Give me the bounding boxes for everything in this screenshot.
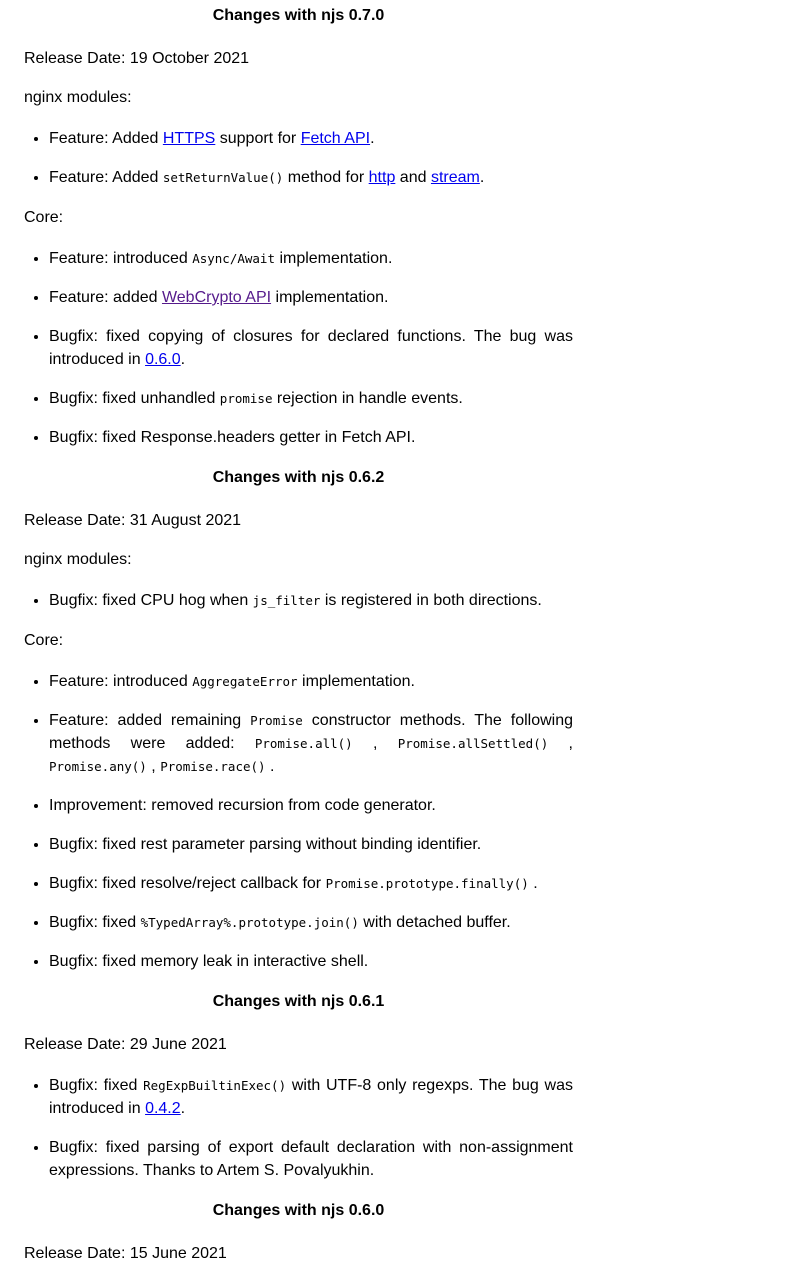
code-snippet: Promise.prototype.finally() <box>325 876 529 891</box>
section-0-6-0 <box>24 1201 573 1264</box>
code-snippet: Promise.race() <box>160 759 266 774</box>
list-item <box>49 709 573 778</box>
link-version-0-6-0[interactable]: 0.6.0 <box>145 351 181 368</box>
text-fragment: Feature: added remaining <box>49 712 251 729</box>
change-list <box>24 589 573 612</box>
code-snippet: RegExpBuiltinExec() <box>143 1078 287 1093</box>
list-item <box>49 911 573 934</box>
link-fetch-api[interactable]: Fetch API <box>300 130 371 147</box>
release-date: Release Date: 31 August 2021 <box>24 512 242 529</box>
text-fragment: . <box>479 169 485 186</box>
link-version-0-4-2[interactable]: 0.4.2 <box>145 1100 181 1117</box>
text-fragment: implementation. <box>271 289 389 306</box>
changelog <box>24 0 573 1283</box>
text-fragment: implementation. <box>297 673 415 690</box>
code-snippet: Async/Await <box>192 251 275 266</box>
text-fragment: Bugfix: fixed parsing of export default declaration with non-assignment expressions. Thanks to Artem S. Povalyukhin. <box>49 1139 573 1179</box>
text-fragment: with detached buffer. <box>358 914 511 931</box>
text-fragment: Bugfix: fixed <box>49 914 141 931</box>
list-item <box>49 325 573 371</box>
code-snippet: setReturnValue() <box>162 170 284 185</box>
group-label: Core: <box>24 632 64 649</box>
text-fragment: method for <box>283 169 369 186</box>
section-title: Changes with njs 0.6.1 <box>212 993 385 1010</box>
text-fragment: Bugfix: fixed rest parameter parsing without binding identifier. <box>49 836 482 853</box>
list-item <box>49 589 573 612</box>
text-fragment: rejection in handle events. <box>272 390 463 407</box>
text-fragment: implementation. <box>275 250 393 267</box>
text-fragment: Feature: added <box>49 289 162 306</box>
list-item <box>49 426 573 449</box>
group-label: nginx modules: <box>24 89 132 106</box>
link-http[interactable]: http <box>368 169 396 186</box>
list-item <box>49 1136 573 1182</box>
text-fragment: Feature: introduced <box>49 673 193 690</box>
link-webcrypto-api[interactable]: WebCrypto API <box>161 289 272 306</box>
text-fragment: , <box>352 735 398 752</box>
text-fragment: with UTF-8 only regexps. The bug was introduced in <box>49 1077 573 1117</box>
code-snippet: js_filter <box>252 593 321 608</box>
text-fragment: Bugfix: fixed CPU hog when <box>49 592 253 609</box>
release-date: Release Date: 19 October 2021 <box>24 50 250 67</box>
text-fragment: constructor methods. The following methods were added: <box>49 712 574 752</box>
text-fragment: Bugfix: fixed resolve/reject callback for <box>49 875 326 892</box>
list-item <box>49 127 573 150</box>
group-label: nginx modules: <box>24 551 132 568</box>
list-item <box>49 166 573 189</box>
text-fragment: . <box>265 758 275 775</box>
text-fragment: Feature: Added <box>49 130 163 147</box>
link-stream[interactable]: stream <box>430 169 480 186</box>
code-snippet: AggregateError <box>192 674 298 689</box>
list-item <box>49 794 573 817</box>
code-snippet: Promise.all() <box>254 736 353 751</box>
text-fragment: , <box>146 758 161 775</box>
list-item <box>49 387 573 410</box>
list-item <box>49 950 573 973</box>
section-title: Changes with njs 0.6.2 <box>212 469 385 486</box>
code-snippet: Promise.allSettled() <box>397 736 549 751</box>
list-item <box>49 1074 573 1120</box>
text-fragment: and <box>395 169 431 186</box>
list-item <box>49 872 573 895</box>
section-title: Changes with njs 0.7.0 <box>212 7 385 24</box>
section-0-7-0 <box>24 6 573 449</box>
code-snippet: %TypedArray%.prototype.join() <box>140 915 359 930</box>
list-item <box>49 670 573 693</box>
change-list <box>24 127 573 189</box>
section-0-6-1 <box>24 992 573 1182</box>
release-date: Release Date: 29 June 2021 <box>24 1036 227 1053</box>
text-fragment: support for <box>215 130 301 147</box>
text-fragment: is registered in both directions. <box>320 592 542 609</box>
code-snippet: Promise <box>250 713 303 728</box>
text-fragment: Bugfix: fixed unhandled <box>49 390 220 407</box>
text-fragment: Bugfix: fixed memory leak in interactive shell. <box>49 953 369 970</box>
section-title: Changes with njs 0.6.0 <box>212 1202 385 1219</box>
text-fragment: Improvement: removed recursion from code generator. <box>49 797 436 814</box>
code-snippet: Promise.any() <box>49 759 147 774</box>
change-list <box>24 1074 573 1182</box>
text-fragment: Bugfix: fixed copying of closures for declared functions. The bug was introduced in <box>49 328 573 368</box>
text-fragment: . <box>528 875 538 892</box>
text-fragment: Feature: Added <box>49 169 163 186</box>
text-fragment: . <box>180 351 186 368</box>
code-snippet: promise <box>219 391 273 406</box>
list-item <box>49 286 573 309</box>
text-fragment: Feature: introduced <box>49 250 193 267</box>
change-list <box>24 670 573 973</box>
text-fragment: Bugfix: fixed <box>49 1077 144 1094</box>
list-item <box>49 833 573 856</box>
group-label: Core: <box>24 209 64 226</box>
list-item <box>49 247 573 270</box>
text-fragment: , <box>548 735 573 752</box>
section-0-6-2 <box>24 468 573 973</box>
text-fragment: . <box>180 1100 186 1117</box>
link-https[interactable]: HTTPS <box>162 130 216 147</box>
text-fragment: . <box>370 130 375 147</box>
release-date: Release Date: 15 June 2021 <box>24 1245 227 1262</box>
change-list <box>24 247 573 449</box>
text-fragment: Bugfix: fixed Response.headers getter in Fetch API. <box>49 429 416 446</box>
